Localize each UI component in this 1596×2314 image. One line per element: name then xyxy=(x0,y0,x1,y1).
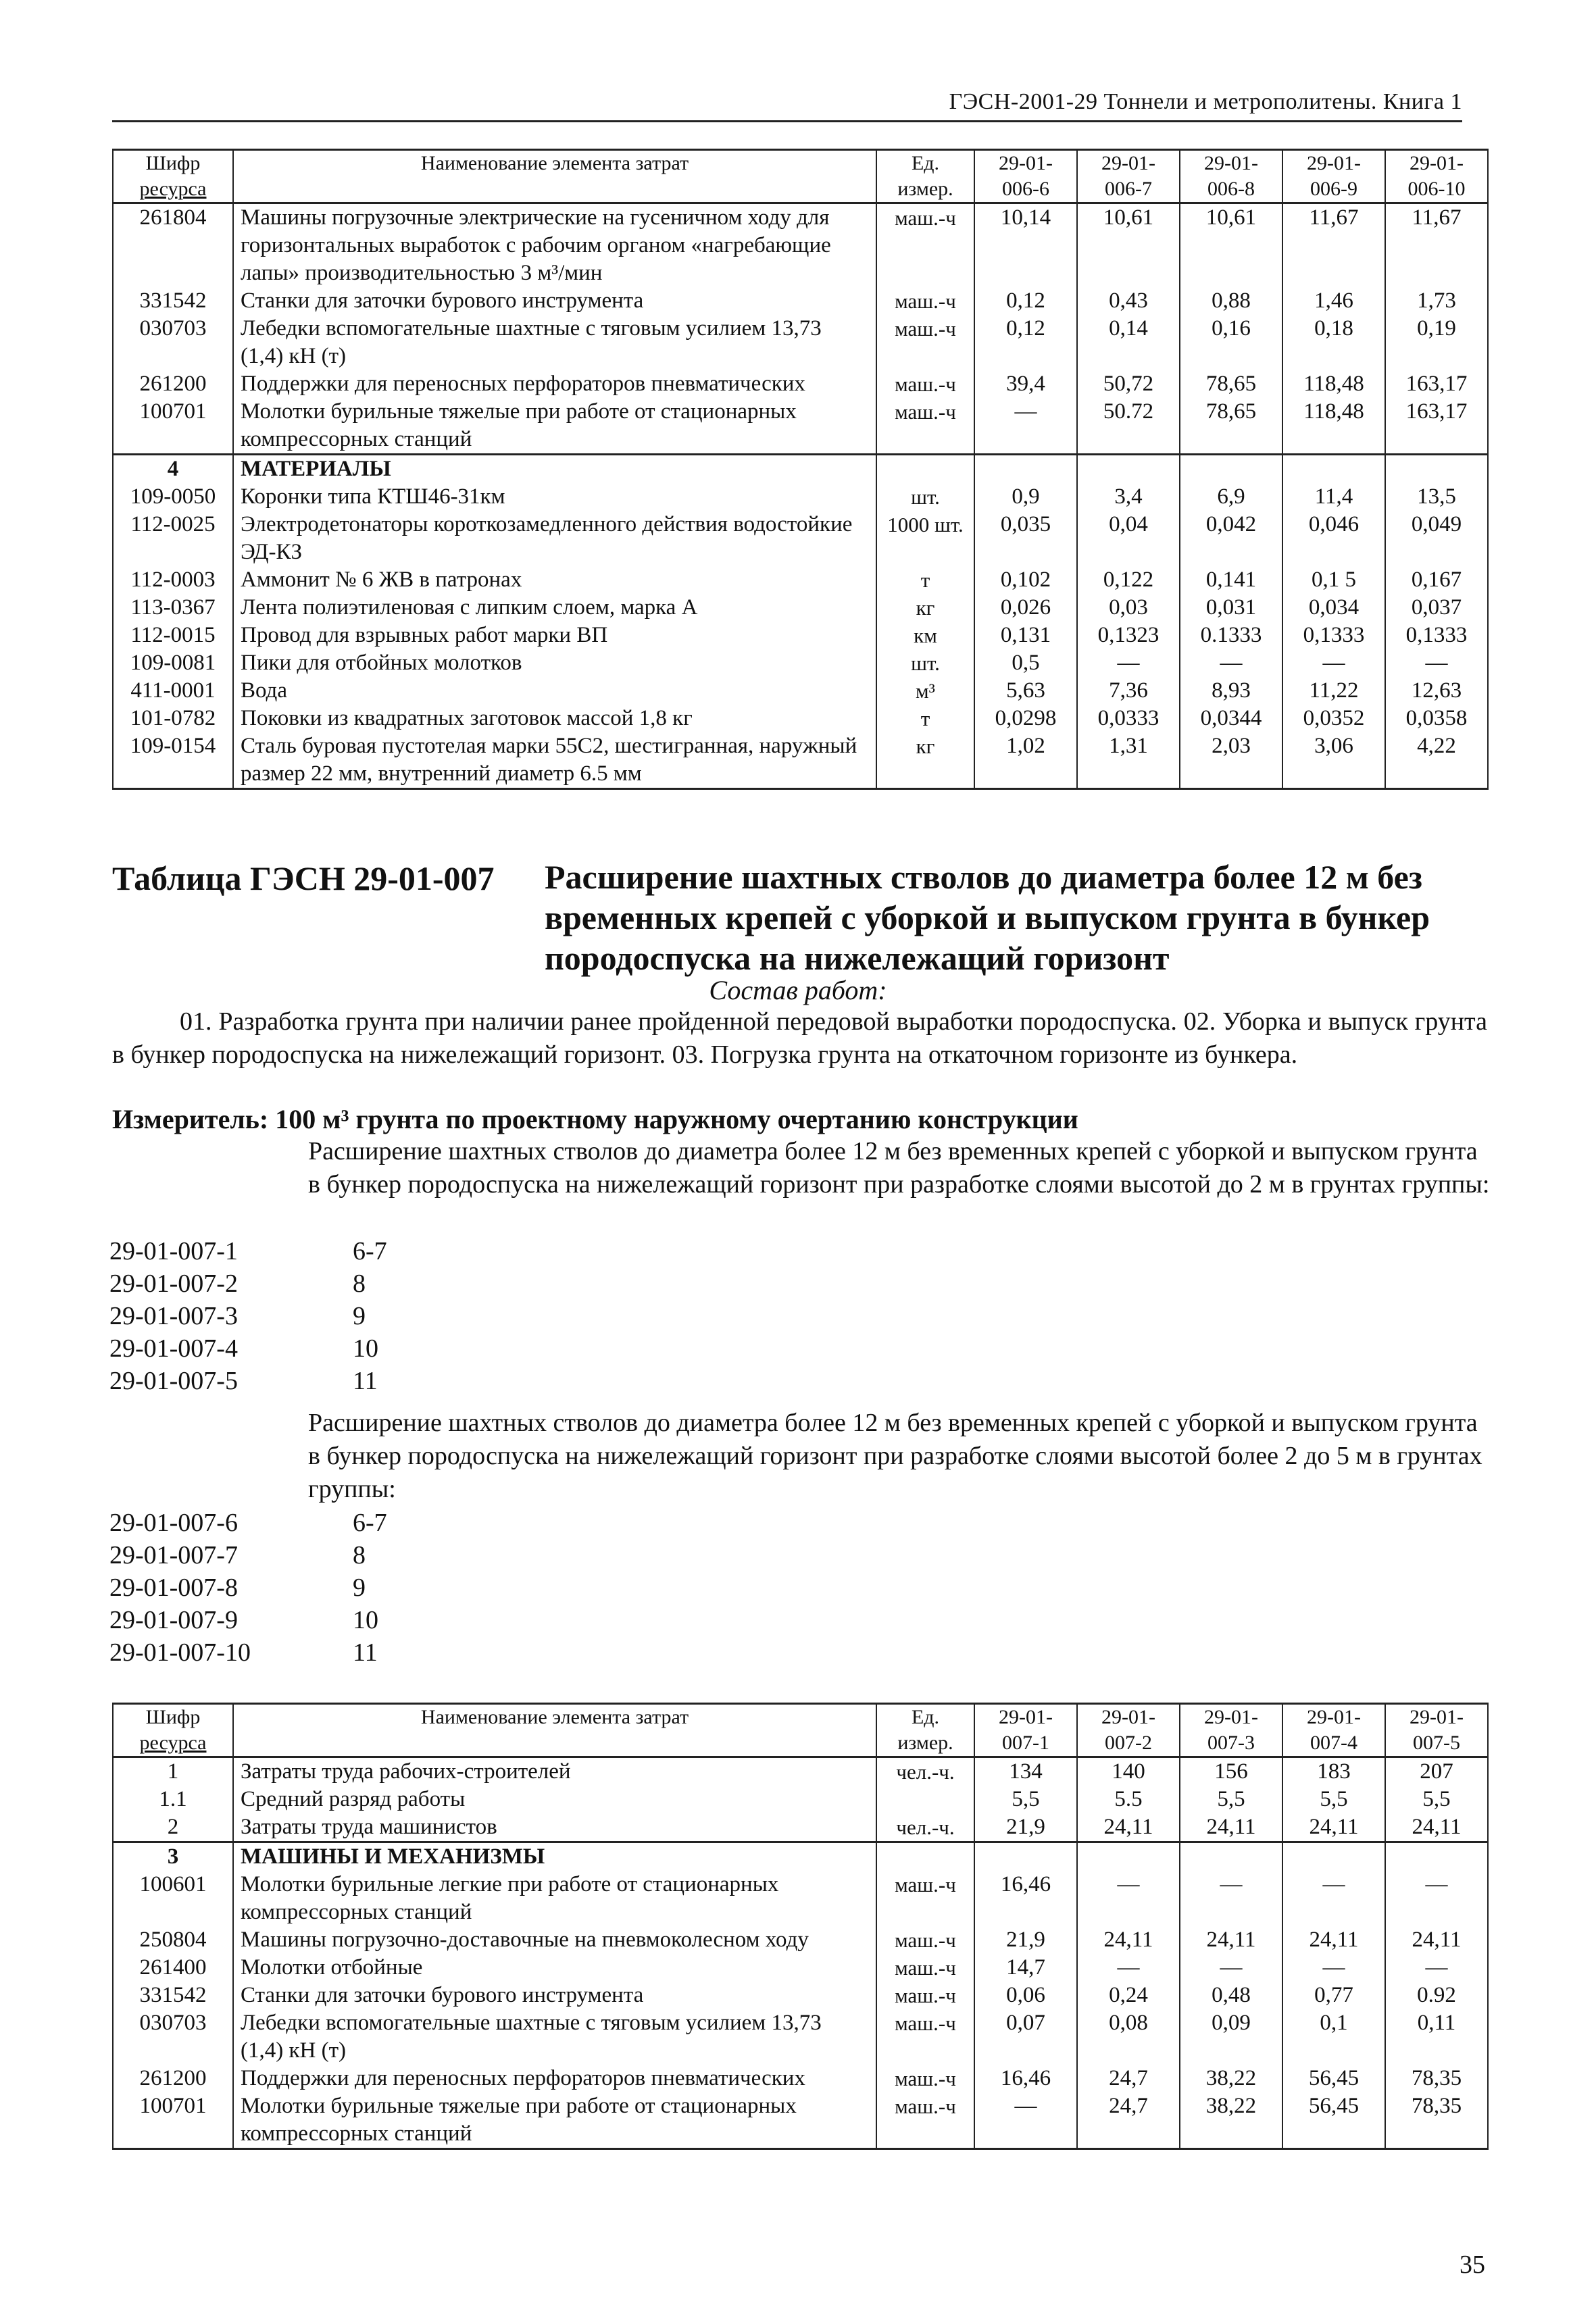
value-cell: 13,5 xyxy=(1385,483,1488,511)
value-cell: 0,07 xyxy=(974,2009,1077,2065)
page-number: 35 xyxy=(1460,2250,1485,2279)
value-cell: 0,12 xyxy=(974,315,1077,370)
resource-unit: кг xyxy=(876,594,974,622)
resource-unit: маш.-ч xyxy=(876,1926,974,1954)
page-header xyxy=(112,89,1462,122)
value-cell: 0,24 xyxy=(1077,1982,1180,2009)
value-cell: 0,0333 xyxy=(1077,705,1180,732)
value-cell: 0,122 xyxy=(1077,566,1180,594)
value-cell: 78,65 xyxy=(1180,398,1282,455)
table-row xyxy=(113,2009,1488,2065)
resource-name: Сталь буровая пустотелая марки 55С2, шестигранная, наружный размер 22 мм, внутренний диаметр 6.5 мм xyxy=(233,732,876,789)
resource-unit: маш.-ч xyxy=(876,203,974,288)
resource-code: 112-0025 xyxy=(113,511,233,566)
value-cell: 1,02 xyxy=(974,732,1077,789)
value-cell: 5,5 xyxy=(1180,1786,1282,1813)
composition-text: 01. Разработка грунта при наличии ранее пройденной передовой выработки породоспуска. 02. Уборка и выпуск грунта в бункер породоспуска на нижележащий горизонт. 03. Погрузка грунта на откаточном горизонте из бункера. xyxy=(112,1007,1487,1069)
variant-code: 29-01-007-1 xyxy=(109,1237,238,1265)
value-cell: 16,46 xyxy=(974,1871,1077,1926)
value-cell: 5,63 xyxy=(974,677,1077,705)
value-cell: 0,034 xyxy=(1282,594,1385,622)
resource-code: 109-0050 xyxy=(113,483,233,511)
empty-cell xyxy=(974,455,1077,484)
value-cell: 0,037 xyxy=(1385,594,1488,622)
table-row xyxy=(113,483,1488,511)
value-cell: — xyxy=(1385,1954,1488,1982)
value-cell: 5,5 xyxy=(974,1786,1077,1813)
value-cell: 156 xyxy=(1180,1757,1282,1786)
value-cell: 0,5 xyxy=(974,649,1077,677)
value-cell: 0,19 xyxy=(1385,315,1488,370)
value-cell: 134 xyxy=(974,1757,1077,1786)
value-cell: — xyxy=(1180,1954,1282,1982)
value-cell: 14,7 xyxy=(974,1954,1077,1982)
table-row xyxy=(113,622,1488,649)
resource-name: Средний разряд работы xyxy=(233,1786,876,1813)
header-col-5: 29-01- 007-5 xyxy=(1385,1704,1488,1757)
variant-row xyxy=(109,1636,447,1669)
value-cell: 0.1333 xyxy=(1180,622,1282,649)
value-cell: — xyxy=(1077,1954,1180,1982)
soil-group: 8 xyxy=(353,1541,366,1569)
header-name: Наименование элемента затрат xyxy=(233,1704,876,1757)
variant-row xyxy=(109,1539,447,1571)
table-row xyxy=(113,398,1488,455)
value-cell: — xyxy=(974,2092,1077,2149)
value-cell: 1,73 xyxy=(1385,287,1488,315)
resource-code: 331542 xyxy=(113,1982,233,2009)
table-row xyxy=(113,315,1488,370)
resource-name: Молотки бурильные тяжелые при работе от стационарных компрессорных станций xyxy=(233,398,876,455)
soil-group: 11 xyxy=(353,1638,378,1667)
table-row xyxy=(113,1954,1488,1982)
variant-code: 29-01-007-7 xyxy=(109,1541,238,1569)
resource-unit: чел.-ч. xyxy=(876,1757,974,1786)
variant-row xyxy=(109,1365,447,1397)
value-cell: 50,72 xyxy=(1077,370,1180,398)
value-cell: — xyxy=(1180,1871,1282,1926)
value-cell: 163,17 xyxy=(1385,370,1488,398)
resource-unit: чел.-ч. xyxy=(876,1813,974,1842)
variant-code: 29-01-007-6 xyxy=(109,1509,238,1537)
measure-unit: Измеритель: 100 м³ грунта по проектному наружному очертанию конструкции xyxy=(112,1104,1078,1134)
value-cell: 56,45 xyxy=(1282,2092,1385,2149)
value-cell: 24,11 xyxy=(1385,1813,1488,1842)
value-cell: 140 xyxy=(1077,1757,1180,1786)
value-cell: 39,4 xyxy=(974,370,1077,398)
table-row xyxy=(113,1786,1488,1813)
resource-unit xyxy=(876,1786,974,1813)
variant-code: 29-01-007-8 xyxy=(109,1574,238,1602)
resource-name: Коронки типа КТШ46-31км xyxy=(233,483,876,511)
soil-group: 6-7 xyxy=(353,1237,387,1265)
value-cell: — xyxy=(1282,1871,1385,1926)
value-cell: 183 xyxy=(1282,1757,1385,1786)
variant-row xyxy=(109,1267,447,1300)
resource-code: 100601 xyxy=(113,1871,233,1926)
resource-code: 411-0001 xyxy=(113,677,233,705)
section-row xyxy=(113,455,1488,484)
resource-name: Молотки отбойные xyxy=(233,1954,876,1982)
value-cell: 0,0344 xyxy=(1180,705,1282,732)
empty-cell xyxy=(1077,455,1180,484)
soil-group: 6-7 xyxy=(353,1509,387,1537)
table-title: Расширение шахтных стволов до диаметра более 12 м без временных крепей с уборкой и выпуском грунта в бункер породоспуска на нижележащий горизонт xyxy=(545,858,1430,977)
section-code: 4 xyxy=(113,455,233,484)
group-2-description: Расширение шахтных стволов до диаметра более 12 м без временных крепей с уборкой и выпуском грунта в бункер породоспуска на нижележащий горизонт при разработке слоями высотой более 2 до 5 м в грунтах группы: xyxy=(308,1409,1482,1503)
value-cell: — xyxy=(1077,1871,1180,1926)
value-cell: 3,06 xyxy=(1282,732,1385,789)
value-cell: 6,9 xyxy=(1180,483,1282,511)
value-cell: 10,14 xyxy=(974,203,1077,288)
resource-unit: маш.-ч xyxy=(876,370,974,398)
table-row xyxy=(113,2065,1488,2092)
table-row xyxy=(113,511,1488,566)
resource-unit: маш.-ч xyxy=(876,1871,974,1926)
resource-unit: маш.-ч xyxy=(876,1982,974,2009)
value-cell: 3,4 xyxy=(1077,483,1180,511)
value-cell: 0,0298 xyxy=(974,705,1077,732)
table-header-row xyxy=(113,1704,1488,1757)
soil-group: 9 xyxy=(353,1574,366,1602)
value-cell: 5,5 xyxy=(1282,1786,1385,1813)
composition-label: Состав работ: xyxy=(709,975,887,1005)
resource-code: 112-0015 xyxy=(113,622,233,649)
value-cell: 24,11 xyxy=(1282,1926,1385,1954)
soil-group: 11 xyxy=(353,1367,378,1395)
value-cell: — xyxy=(1385,1871,1488,1926)
resource-name: Затраты труда машинистов xyxy=(233,1813,876,1842)
resource-name: Пики для отбойных молотков xyxy=(233,649,876,677)
value-cell: 16,46 xyxy=(974,2065,1077,2092)
value-cell: 5.5 xyxy=(1077,1786,1180,1813)
variant-code: 29-01-007-4 xyxy=(109,1334,238,1363)
value-cell: 0,167 xyxy=(1385,566,1488,594)
resource-name: Машины погрузочные электрические на гусеничном ходу для горизонтальных выработок с рабочим органом «нагребающие лапы» производительностью 3 м³/мин xyxy=(233,203,876,288)
value-cell: 0,06 xyxy=(974,1982,1077,2009)
soil-group: 9 xyxy=(353,1302,366,1330)
resource-code: 261804 xyxy=(113,203,233,288)
empty-cell xyxy=(974,1842,1077,1871)
resource-unit: маш.-ч xyxy=(876,2065,974,2092)
variant-row xyxy=(109,1507,447,1539)
resource-code: 1.1 xyxy=(113,1786,233,1813)
resource-name: Молотки бурильные легкие при работе от стационарных компрессорных станций xyxy=(233,1871,876,1926)
variant-row xyxy=(109,1332,447,1365)
header-col-2: 29-01- 006-7 xyxy=(1077,150,1180,203)
resource-name: Станки для заточки бурового инструмента xyxy=(233,287,876,315)
value-cell: — xyxy=(1385,649,1488,677)
empty-cell xyxy=(1180,455,1282,484)
value-cell: 8,93 xyxy=(1180,677,1282,705)
resource-code: 030703 xyxy=(113,315,233,370)
value-cell: 0,16 xyxy=(1180,315,1282,370)
value-cell: 38,22 xyxy=(1180,2065,1282,2092)
variant-code: 29-01-007-9 xyxy=(109,1606,238,1634)
variant-code: 29-01-007-5 xyxy=(109,1367,238,1395)
value-cell: 0,141 xyxy=(1180,566,1282,594)
soil-group: 8 xyxy=(353,1269,366,1298)
resource-code: 261200 xyxy=(113,370,233,398)
resource-code: 109-0154 xyxy=(113,732,233,789)
value-cell: 0,14 xyxy=(1077,315,1180,370)
resource-code: 113-0367 xyxy=(113,594,233,622)
resource-unit: т xyxy=(876,566,974,594)
table-row xyxy=(113,649,1488,677)
value-cell: 11,4 xyxy=(1282,483,1385,511)
resource-code: 100701 xyxy=(113,398,233,455)
resource-unit: шт. xyxy=(876,483,974,511)
empty-cell xyxy=(1385,455,1488,484)
value-cell: 21,9 xyxy=(974,1813,1077,1842)
resource-code: 100701 xyxy=(113,2092,233,2149)
resource-name: Машины погрузочно-доставочные на пневмоколесном ходу xyxy=(233,1926,876,1954)
header-col-5: 29-01- 006-10 xyxy=(1385,150,1488,203)
resource-unit: маш.-ч xyxy=(876,2009,974,2065)
table-row xyxy=(113,287,1488,315)
table-row xyxy=(113,370,1488,398)
resource-code: 2 xyxy=(113,1813,233,1842)
value-cell: 0,77 xyxy=(1282,1982,1385,2009)
section-title: МАТЕРИАЛЫ xyxy=(233,455,876,484)
resource-code: 331542 xyxy=(113,287,233,315)
empty-cell xyxy=(1180,1842,1282,1871)
value-cell: 4,22 xyxy=(1385,732,1488,789)
resource-name: Поддержки для переносных перфораторов пневматических xyxy=(233,2065,876,2092)
variant-row xyxy=(109,1235,447,1267)
resource-name: Станки для заточки бурового инструмента xyxy=(233,1982,876,2009)
resource-name: Лента полиэтиленовая с липким слоем, марка А xyxy=(233,594,876,622)
value-cell: 207 xyxy=(1385,1757,1488,1786)
value-cell: 0.92 xyxy=(1385,1982,1488,2009)
value-cell: 5,5 xyxy=(1385,1786,1488,1813)
section-title: МАШИНЫ И МЕХАНИЗМЫ xyxy=(233,1842,876,1871)
empty-cell xyxy=(1282,455,1385,484)
value-cell: 0,035 xyxy=(974,511,1077,566)
table-row xyxy=(113,566,1488,594)
value-cell: 0,0352 xyxy=(1282,705,1385,732)
value-cell: 0,131 xyxy=(974,622,1077,649)
value-cell: 0,12 xyxy=(974,287,1077,315)
resource-code: 261400 xyxy=(113,1954,233,1982)
section-row xyxy=(113,1842,1488,1871)
resource-name: Поковки из квадратных заготовок массой 1,8 кг xyxy=(233,705,876,732)
resource-name: Затраты труда рабочих-строителей xyxy=(233,1757,876,1786)
value-cell: 0,0358 xyxy=(1385,705,1488,732)
value-cell: 163,17 xyxy=(1385,398,1488,455)
value-cell: 24,11 xyxy=(1180,1926,1282,1954)
value-cell: 0,031 xyxy=(1180,594,1282,622)
value-cell: 2,03 xyxy=(1180,732,1282,789)
value-cell: 0,102 xyxy=(974,566,1077,594)
value-cell: 12,63 xyxy=(1385,677,1488,705)
empty-cell xyxy=(876,1842,974,1871)
resource-unit: маш.-ч xyxy=(876,287,974,315)
value-cell: 24,11 xyxy=(1077,1926,1180,1954)
resource-code: 101-0782 xyxy=(113,705,233,732)
value-cell: 0,1 xyxy=(1282,2009,1385,2065)
resource-unit: маш.-ч xyxy=(876,1954,974,1982)
resource-table-top xyxy=(112,149,1489,790)
value-cell: 0,04 xyxy=(1077,511,1180,566)
value-cell: — xyxy=(1180,649,1282,677)
value-cell: 0,026 xyxy=(974,594,1077,622)
value-cell: 11,67 xyxy=(1385,203,1488,288)
resource-unit: т xyxy=(876,705,974,732)
resource-name: Молотки бурильные тяжелые при работе от стационарных компрессорных станций xyxy=(233,2092,876,2149)
value-cell: 0,049 xyxy=(1385,511,1488,566)
resource-unit: маш.-ч xyxy=(876,398,974,455)
resource-name: Электродетонаторы короткозамедленного действия водостойкие ЭД-КЗ xyxy=(233,511,876,566)
variant-code: 29-01-007-2 xyxy=(109,1269,238,1298)
value-cell: 0,046 xyxy=(1282,511,1385,566)
value-cell: — xyxy=(1077,649,1180,677)
resource-name: Вода xyxy=(233,677,876,705)
resource-unit: 1000 шт. xyxy=(876,511,974,566)
value-cell: 78,35 xyxy=(1385,2065,1488,2092)
resource-unit: маш.-ч xyxy=(876,2092,974,2149)
header-col-3: 29-01- 007-3 xyxy=(1180,1704,1282,1757)
header-name: Наименование элемента затрат xyxy=(233,150,876,203)
header-col-2: 29-01- 007-2 xyxy=(1077,1704,1180,1757)
table-header-row xyxy=(113,150,1488,203)
header-col-1: 29-01- 007-1 xyxy=(974,1704,1077,1757)
header-col-4: 29-01- 006-9 xyxy=(1282,150,1385,203)
group-1-variants xyxy=(109,1235,447,1397)
value-cell: 1,31 xyxy=(1077,732,1180,789)
resource-name: Лебедки вспомогательные шахтные с тяговым усилием 13,73 (1,4) кН (т) xyxy=(233,2009,876,2065)
value-cell: 50.72 xyxy=(1077,398,1180,455)
value-cell: 0,03 xyxy=(1077,594,1180,622)
value-cell: 0,1323 xyxy=(1077,622,1180,649)
header-col-4: 29-01- 007-4 xyxy=(1282,1704,1385,1757)
header-col-1: 29-01- 006-6 xyxy=(974,150,1077,203)
value-cell: 21,9 xyxy=(974,1926,1077,1954)
resource-code: 112-0003 xyxy=(113,566,233,594)
table-row xyxy=(113,732,1488,789)
resource-name: Аммонит № 6 ЖВ в патронах xyxy=(233,566,876,594)
group-1-description: Расширение шахтных стволов до диаметра более 12 м без временных крепей с уборкой и выпуском грунта в бункер породоспуска на нижележащий горизонт при разработке слоями высотой до 2 м в грунтах группы: xyxy=(308,1137,1490,1199)
value-cell: — xyxy=(1282,649,1385,677)
value-cell: 0,48 xyxy=(1180,1982,1282,2009)
header-col-3: 29-01- 006-8 xyxy=(1180,150,1282,203)
value-cell: 10,61 xyxy=(1180,203,1282,288)
empty-cell xyxy=(1077,1842,1180,1871)
resource-code: 109-0081 xyxy=(113,649,233,677)
empty-cell xyxy=(1385,1842,1488,1871)
value-cell: 1,46 xyxy=(1282,287,1385,315)
value-cell: 0,43 xyxy=(1077,287,1180,315)
value-cell: 24,7 xyxy=(1077,2065,1180,2092)
value-cell: 0,042 xyxy=(1180,511,1282,566)
header-unit: Ед. измер. xyxy=(876,150,974,203)
table-row xyxy=(113,1926,1488,1954)
value-cell: 118,48 xyxy=(1282,398,1385,455)
resource-unit: м³ xyxy=(876,677,974,705)
soil-group: 10 xyxy=(353,1606,378,1634)
resource-code: 250804 xyxy=(113,1926,233,1954)
table-row xyxy=(113,594,1488,622)
value-cell: 0,88 xyxy=(1180,287,1282,315)
value-cell: 0,1333 xyxy=(1282,622,1385,649)
table-row xyxy=(113,1871,1488,1926)
value-cell: 11,22 xyxy=(1282,677,1385,705)
value-cell: 10,61 xyxy=(1077,203,1180,288)
header-code: Шифр ресурса xyxy=(113,150,233,203)
value-cell: 0,09 xyxy=(1180,2009,1282,2065)
value-cell: 78,35 xyxy=(1385,2092,1488,2149)
resource-code: 261200 xyxy=(113,2065,233,2092)
value-cell: 24,11 xyxy=(1282,1813,1385,1842)
value-cell: 56,45 xyxy=(1282,2065,1385,2092)
variant-row xyxy=(109,1300,447,1332)
group-2-variants xyxy=(109,1507,447,1669)
resource-code: 030703 xyxy=(113,2009,233,2065)
value-cell: 38,22 xyxy=(1180,2092,1282,2149)
value-cell: 0,18 xyxy=(1282,315,1385,370)
resource-name: Лебедки вспомогательные шахтные с тяговым усилием 13,73 (1,4) кН (т) xyxy=(233,315,876,370)
section-code: 3 xyxy=(113,1842,233,1871)
variant-code: 29-01-007-3 xyxy=(109,1302,238,1330)
table-row xyxy=(113,1757,1488,1786)
table-row xyxy=(113,1982,1488,2009)
empty-cell xyxy=(876,455,974,484)
value-cell: 24,7 xyxy=(1077,2092,1180,2149)
table-row xyxy=(113,203,1488,288)
resource-name: Поддержки для переносных перфораторов пневматических xyxy=(233,370,876,398)
resource-table-bottom xyxy=(112,1703,1489,2150)
resource-unit: км xyxy=(876,622,974,649)
value-cell: 24,11 xyxy=(1077,1813,1180,1842)
soil-group: 10 xyxy=(353,1334,378,1363)
resource-code: 1 xyxy=(113,1757,233,1786)
table-label: Таблица ГЭСН 29-01-007 xyxy=(112,859,495,897)
value-cell: 78,65 xyxy=(1180,370,1282,398)
header-code: Шифр ресурса xyxy=(113,1704,233,1757)
table-row xyxy=(113,1813,1488,1842)
table-row xyxy=(113,2092,1488,2149)
resource-unit: шт. xyxy=(876,649,974,677)
resource-name: Провод для взрывных работ марки ВП xyxy=(233,622,876,649)
value-cell: — xyxy=(974,398,1077,455)
resource-unit: кг xyxy=(876,732,974,789)
value-cell: 0,08 xyxy=(1077,2009,1180,2065)
value-cell: 0,1 5 xyxy=(1282,566,1385,594)
value-cell: 24,11 xyxy=(1385,1926,1488,1954)
value-cell: 11,67 xyxy=(1282,203,1385,288)
variant-code: 29-01-007-10 xyxy=(109,1638,251,1667)
resource-unit: маш.-ч xyxy=(876,315,974,370)
table-row xyxy=(113,677,1488,705)
header-unit: Ед. измер. xyxy=(876,1704,974,1757)
empty-cell xyxy=(1282,1842,1385,1871)
variant-row xyxy=(109,1604,447,1636)
value-cell: 24,11 xyxy=(1180,1813,1282,1842)
value-cell: 7,36 xyxy=(1077,677,1180,705)
variant-row xyxy=(109,1571,447,1604)
page-header-text: ГЭСН-2001-29 Тоннели и метрополитены. Книга 1 xyxy=(949,89,1462,114)
value-cell: 0,1333 xyxy=(1385,622,1488,649)
value-cell: — xyxy=(1282,1954,1385,1982)
value-cell: 0,11 xyxy=(1385,2009,1488,2065)
value-cell: 0,9 xyxy=(974,483,1077,511)
value-cell: 118,48 xyxy=(1282,370,1385,398)
table-row xyxy=(113,705,1488,732)
